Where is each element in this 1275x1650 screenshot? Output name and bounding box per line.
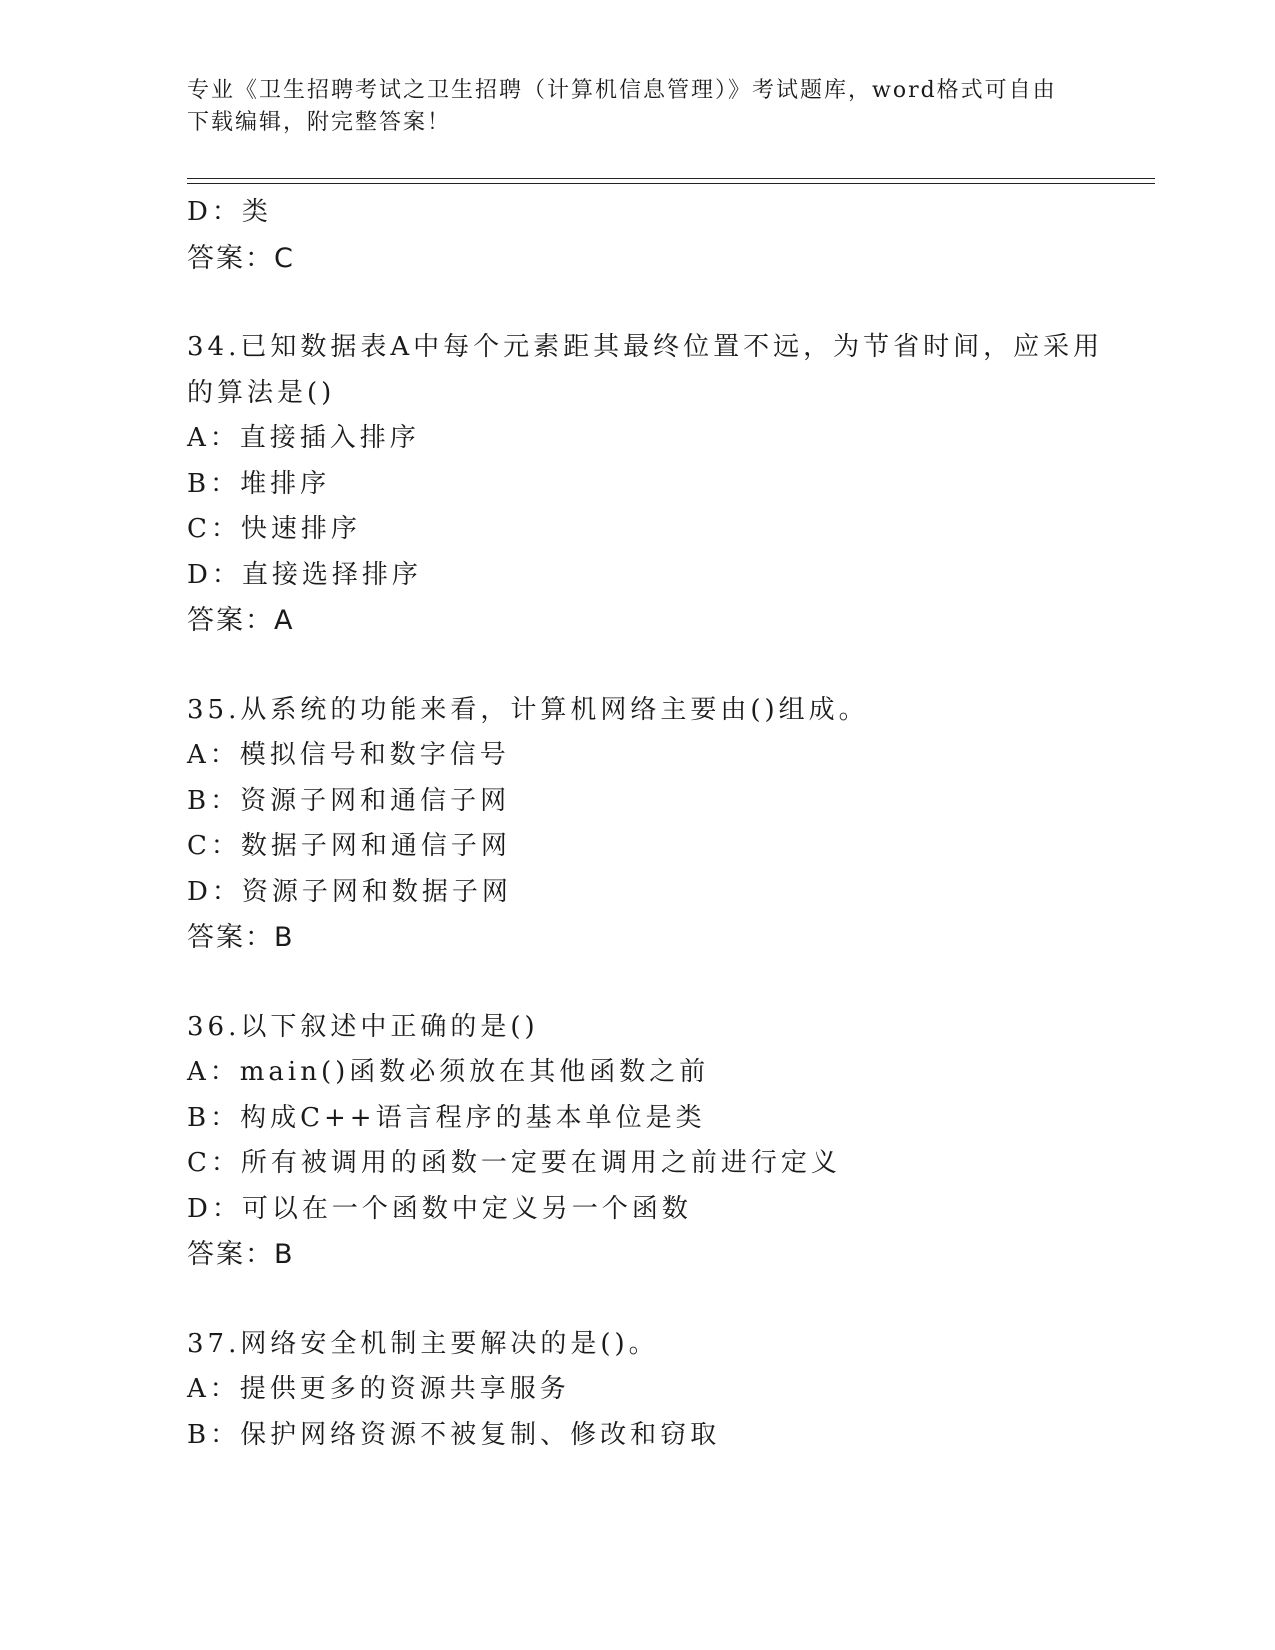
option-b: B：资源子网和通信子网	[187, 785, 511, 816]
answer-line: 答案：C	[187, 242, 295, 274]
option-b: B：构成C++语言程序的基本单位是类	[187, 1102, 706, 1133]
question-stem-continued: 的算法是()	[187, 377, 336, 408]
answer-line: 答案：B	[187, 922, 295, 953]
option-a: A：模拟信号和数字信号	[187, 740, 510, 770]
option-c: C：数据子网和通信子网	[187, 831, 511, 861]
question-35	[187, 688, 1087, 961]
question-37	[187, 1322, 1087, 1459]
option-a: A：提供更多的资源共享服务	[187, 1374, 570, 1404]
option-d: D：可以在一个函数中定义另一个函数	[187, 1193, 692, 1224]
question-stem: 35.从系统的功能来看，计算机网络主要由()组成。	[187, 694, 869, 725]
question-stem: 36.以下叙述中正确的是()	[187, 1011, 539, 1042]
option-a: A：main()函数必须放在其他函数之前	[187, 1057, 710, 1087]
question-stem: 37.网络安全机制主要解决的是()。	[187, 1328, 659, 1359]
option-d: D：直接选择排序	[187, 559, 422, 590]
header-rule-top	[187, 178, 1155, 179]
option-a: A：直接插入排序	[187, 423, 420, 453]
option-b: B：保护网络资源不被复制、修改和窃取	[187, 1419, 721, 1450]
document-header: 专业《卫生招聘考试之卫生招聘（计算机信息管理）》考试题库，word格式可自由下载编辑，附完整答案！	[187, 78, 1057, 135]
question-34	[187, 325, 1104, 644]
option-d: D：类	[187, 197, 272, 227]
question-stem: 34.已知数据表A中每个元素距其最终位置不远，为节省时间，应采用	[187, 332, 1104, 362]
question-list	[187, 190, 1104, 1458]
option-d: D：资源子网和数据子网	[187, 876, 512, 907]
question-36	[187, 1005, 1087, 1278]
answer-line: 答案：A	[187, 605, 295, 636]
option-b: B：堆排序	[187, 468, 331, 499]
previous-question-tail	[187, 190, 1087, 281]
header-rule-bottom	[187, 183, 1155, 184]
option-c: C：快速排序	[187, 514, 361, 544]
answer-line: 答案：B	[187, 1239, 295, 1270]
option-c: C：所有被调用的函数一定要在调用之前进行定义	[187, 1148, 841, 1178]
